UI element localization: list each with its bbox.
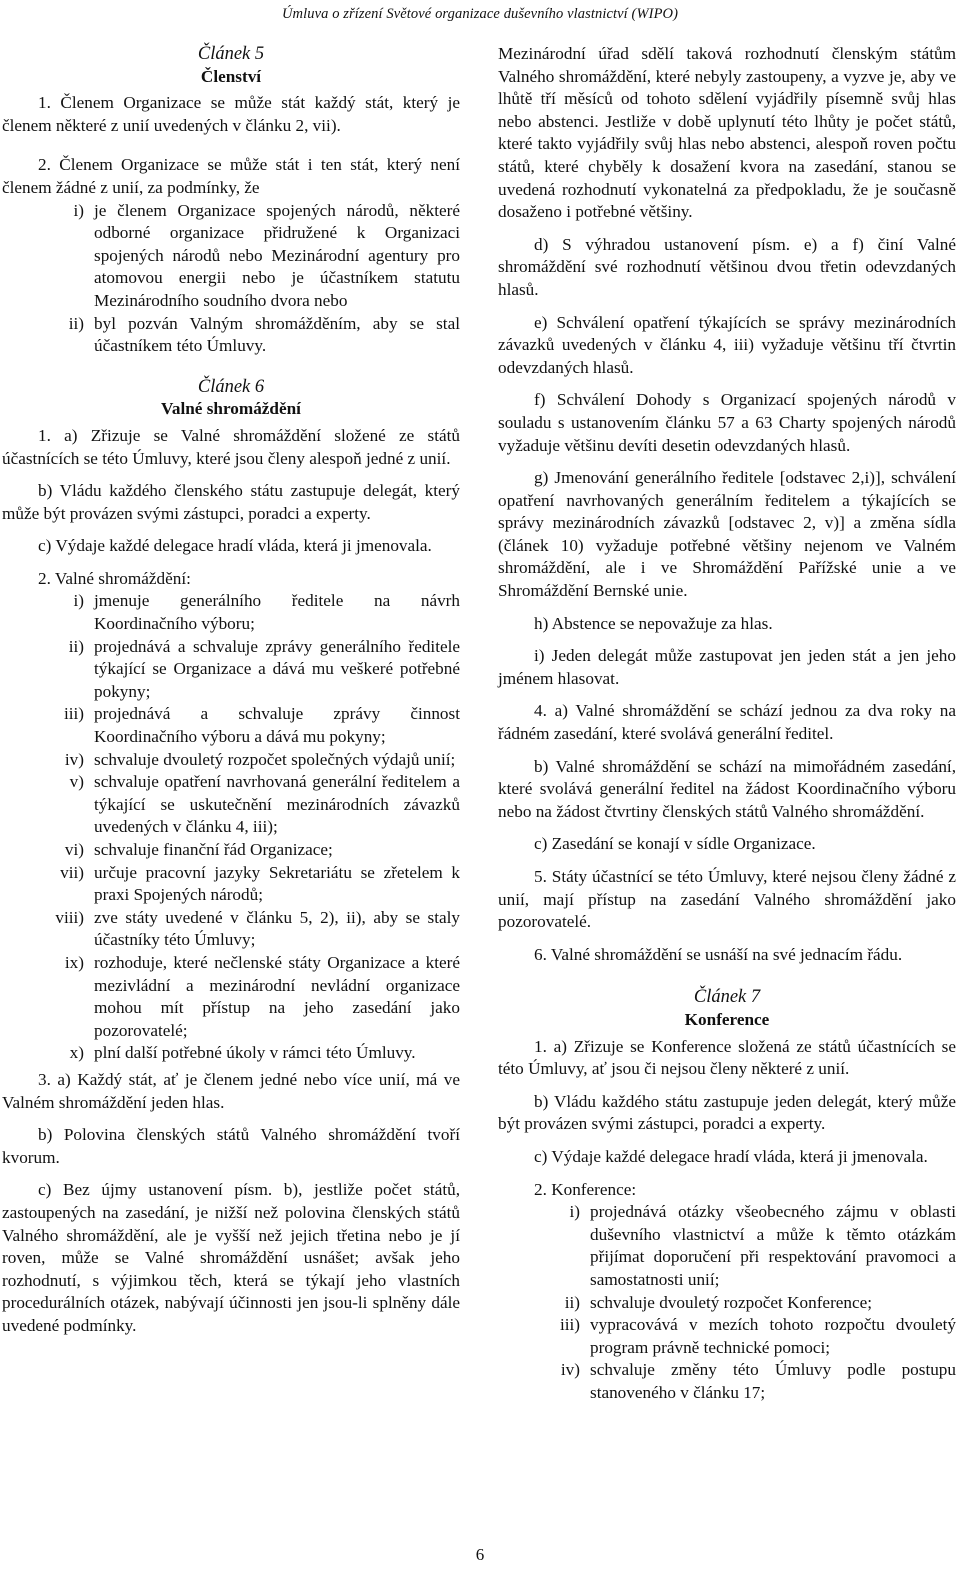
art6-item <box>2 590 460 635</box>
item-label: iii) <box>559 1315 580 1335</box>
art7-paragraph-2: 2. Konference: <box>534 1179 637 1199</box>
art7-item <box>498 1201 956 1291</box>
art6-item <box>2 839 460 862</box>
running-header: Úmluva o zřízení Světové organizace duševního vlastnictví (WIPO) <box>281 6 679 22</box>
art6-paragraph-1b: b) Vládu každého členského státu zastupuje delegát, který může být provázen svými zástupci, poradci a experty. <box>2 481 460 523</box>
item-text: plní další potřebné úkoly v rámci této Úmluvy. <box>94 1043 416 1063</box>
art6-paragraph-3f: f) Schválení Dohody s Organizací spojených národů v souladu s ustanovením článku 57 a 63 Charty spojených národů vyžaduje většinu devíti desetin odevzdaných hlasů. <box>498 390 956 455</box>
art6-paragraph-1c: c) Výdaje každé delegace hradí vláda, která ji jmenovala. <box>38 536 432 556</box>
item-label: vi) <box>64 840 84 859</box>
item-text: schvaluje změny této Úmluvy podle postupu stanoveného v článku 17; <box>590 1360 956 1402</box>
art6-paragraph-2: 2. Valné shromáždění: <box>38 568 191 588</box>
art6-paragraph-3h: h) Abstence se nepovažuje za hlas. <box>534 613 773 633</box>
item-text: byl pozván Valným shromážděním, aby se stal účastníkem této Úmluvy. <box>94 313 460 356</box>
art7-paragraph-1b: b) Vládu každého státu zastupuje jeden delegát, který může být provázen svými zástupci, poradci a experty. <box>498 1091 956 1134</box>
item-label: iv) <box>64 749 84 769</box>
art6-paragraph-4a: 4. a) Valné shromáždění se schází jednou za dva roky na řádném zasedání, které svolává generální ředitel. <box>498 701 956 744</box>
item-label: i) <box>73 200 84 220</box>
art6-paragraph-3b: b) Polovina členských států Valného shromáždění tvoří kvorum. <box>2 1125 460 1167</box>
article-6-title: Článek 6 <box>197 376 265 397</box>
item-label: iv) <box>560 1360 580 1380</box>
article-5-title: Článek 5 <box>197 44 265 64</box>
item-label: vii) <box>60 862 84 882</box>
art6-paragraph-3d: d) S výhradou ustanovení písm. e) a f) činí Valné shromáždění své rozhodnutí většinou dvou třetin odevzdaných hlasů. <box>498 234 956 299</box>
art6-item <box>2 749 460 772</box>
item-text: určuje pracovní jazyky Sekretariátu se zřetelem k praxi Spojených národů; <box>94 862 460 905</box>
article-5-heading: Členství <box>200 66 262 86</box>
art7-item <box>498 1359 956 1404</box>
art6-paragraph-4c: c) Zasedání se konají v sídle Organizace. <box>534 834 816 854</box>
art7-paragraph-1c: c) Výdaje každé delegace hradí vláda, která ji jmenovala. <box>534 1146 928 1166</box>
item-text: jmenuje generálního ředitele na návrh Koordinačního výboru; <box>94 591 460 634</box>
art6-item <box>2 907 460 952</box>
art6-item <box>2 1042 460 1065</box>
art6-paragraph-3a: 3. a) Každý stát, ať je členem jedné nebo více unií, má ve Valném shromáždění jeden hlas. <box>2 1069 460 1112</box>
art5-paragraph-2: 2. Členem Organizace se může stát i ten stát, který není členem žádné z unií, za podmínky, že <box>2 155 460 197</box>
art5-paragraph-1: 1. Členem Organizace se může stát každý stát, který je členem některé z unií uvedených v článku 2, vii). <box>2 93 460 135</box>
left-column <box>2 43 460 1337</box>
item-text: schvaluje finanční řád Organizace; <box>94 840 333 859</box>
art6-paragraph-3i: i) Jeden delegát může zastupovat jen jeden stát a jen jeho jménem hlasovat. <box>498 646 956 688</box>
art6-item <box>2 703 460 748</box>
item-label: x) <box>69 1043 84 1063</box>
art6-paragraph-3g: g) Jmenování generálního ředitele [odstavec 2,i)], schválení opatření navrhovaných generálním ředitelem a týkajících se správy mezinárodních závazků [odstavec 2, v)] a změna sídla (článek 10) vyžaduje potřebné většiny nejenom ve Valném shromáždění, ale i ve Shromáždění Pařížské unie a ve Shromáždění Bernské unie. <box>498 468 956 601</box>
art5-item <box>2 313 460 358</box>
item-text: zve státy uvedené v článku 5, 2), ii), aby se staly účastníky této Úmluvy; <box>94 907 460 950</box>
art5-item <box>2 200 460 313</box>
item-label: ii) <box>68 636 84 656</box>
item-text: projednává otázky všeobecného zájmu v oblasti duševního vlastnictví a může k těmto otázkám přijímat doporučení při respektování pravomoci a samostatnosti unií; <box>590 1202 956 1289</box>
item-text: projednává a schvaluje zprávy generálního ředitele týkající se Organizace a dává mu veškeré potřebné pokyny; <box>94 636 460 701</box>
art7-item <box>498 1314 956 1359</box>
article-7-heading: Konference <box>684 1009 770 1029</box>
art6-paragraph-5: 5. Státy účastnící se této Úmluvy, které nejsou členy žádné z unií, mají přístup na zasedání Valného shromáždění jako pozorovatelé. <box>498 867 956 932</box>
art6-item <box>2 952 460 1042</box>
item-label: iii) <box>63 704 84 724</box>
item-text: projednává a schvaluje zprávy činnost Koordinačního výboru a dává mu pokyny; <box>94 704 460 747</box>
item-text: schvaluje dvouletý rozpočet Konference; <box>590 1292 873 1312</box>
item-label: ii) <box>564 1292 580 1312</box>
item-text: schvaluje opatření navrhovaná generální ředitelem a týkající se uskutečnění mezinárodních závazků uvedených v článku 4, iii); <box>94 772 460 837</box>
art6-paragraph-4b: b) Valné shromáždění se schází na mimořádném zasedání, které svolává generální ředitel na žádost Koordinačního výboru nebo na žádost čtvrtiny členských států Valného shromáždění. <box>498 756 956 821</box>
item-text: schvaluje dvouletý rozpočet společných výdajů unií; <box>94 749 456 769</box>
article-7-title: Článek 7 <box>693 987 761 1008</box>
art6-paragraph-3e: e) Schválení opatření týkajících se správy mezinárodních závazků uvedených v článku 4, iii) vyžaduje většinu tří čtvrtin odevzdaných hlasů. <box>498 312 956 377</box>
right-column <box>498 43 956 1404</box>
item-label: ii) <box>68 313 84 333</box>
art6-paragraph-1a: 1. a) Zřizuje se Valné shromáždění složené ze států účastnících se této Úmluvy, které jsou členy alespoň jedné z unií. <box>2 425 460 468</box>
item-label: v) <box>69 772 84 792</box>
art6-item <box>2 771 460 839</box>
item-text: rozhoduje, které nečlenské státy Organizace a které mezivládní a mezinárodní nevládní organizace mohou mít přístup na jeho zasedání jako pozorovatelé; <box>94 952 460 1040</box>
item-label: i) <box>73 591 84 611</box>
art6-item <box>2 636 460 704</box>
page-number: 6 <box>475 1545 485 1564</box>
art7-item <box>498 1292 956 1315</box>
art7-paragraph-1a: 1. a) Zřizuje se Konference složená ze států účastnících se této Úmluvy, ať jsou či nejsou členy některé z unií. <box>498 1036 956 1079</box>
item-label: i) <box>569 1202 580 1222</box>
item-label: ix) <box>64 952 84 972</box>
item-text: vypracovává v mezích tohoto rozpočtu dvouletý program právně technické pomoci; <box>590 1315 956 1357</box>
art6-paragraph-3c: c) Bez újmy ustanovení písm. b), jestliže počet států, zastoupených na zasedání, je nižší než polovina členských států Valného shromáždění, ale je vyšší než jejich třetina nebo je jí roven, může se Valné shromáždění usnášet; avšak jeho rozhodnutí, s výjimkou těch, která se týkají jeho vlastních procedurálních otázek, nabývají účinnosti jen jsou-li splněny dále uvedené podmínky. <box>2 1180 460 1335</box>
article-6-heading: Valné shromáždění <box>161 399 301 419</box>
art6-item <box>2 862 460 907</box>
art6-paragraph-3c-continued: Mezinárodní úřad sdělí taková rozhodnutí členským státům Valného shromáždění, které nebyly zastoupeny, a vyzve je, aby ve lhůtě tří měsíců od tohoto sdělení vyjádřily písemně svůj hlas nebo abstenci. Jestliže v době uplynutí této lhůty je počet států, které takto vyjádřily svůj hlas nebo abstenci, alespoň roven počtu států, které chyběly k dosažení kvora na zasedání, stanou se uvedená rozhodnutí vykonatelná za předpokladu, že je současně dosaženo i potřebné většiny. <box>498 44 956 222</box>
item-text: je členem Organizace spojených národů, některé odborné organizace přidružené k Organizaci spojených národů nebo Mezinárodní agentury pro atomovou energii nebo je účastníkem statutu Mezinárodního soudního dvora nebo <box>94 200 460 310</box>
art6-paragraph-6: 6. Valné shromáždění se usnáší na své jednacím řádu. <box>534 944 903 964</box>
item-label: viii) <box>55 907 84 927</box>
